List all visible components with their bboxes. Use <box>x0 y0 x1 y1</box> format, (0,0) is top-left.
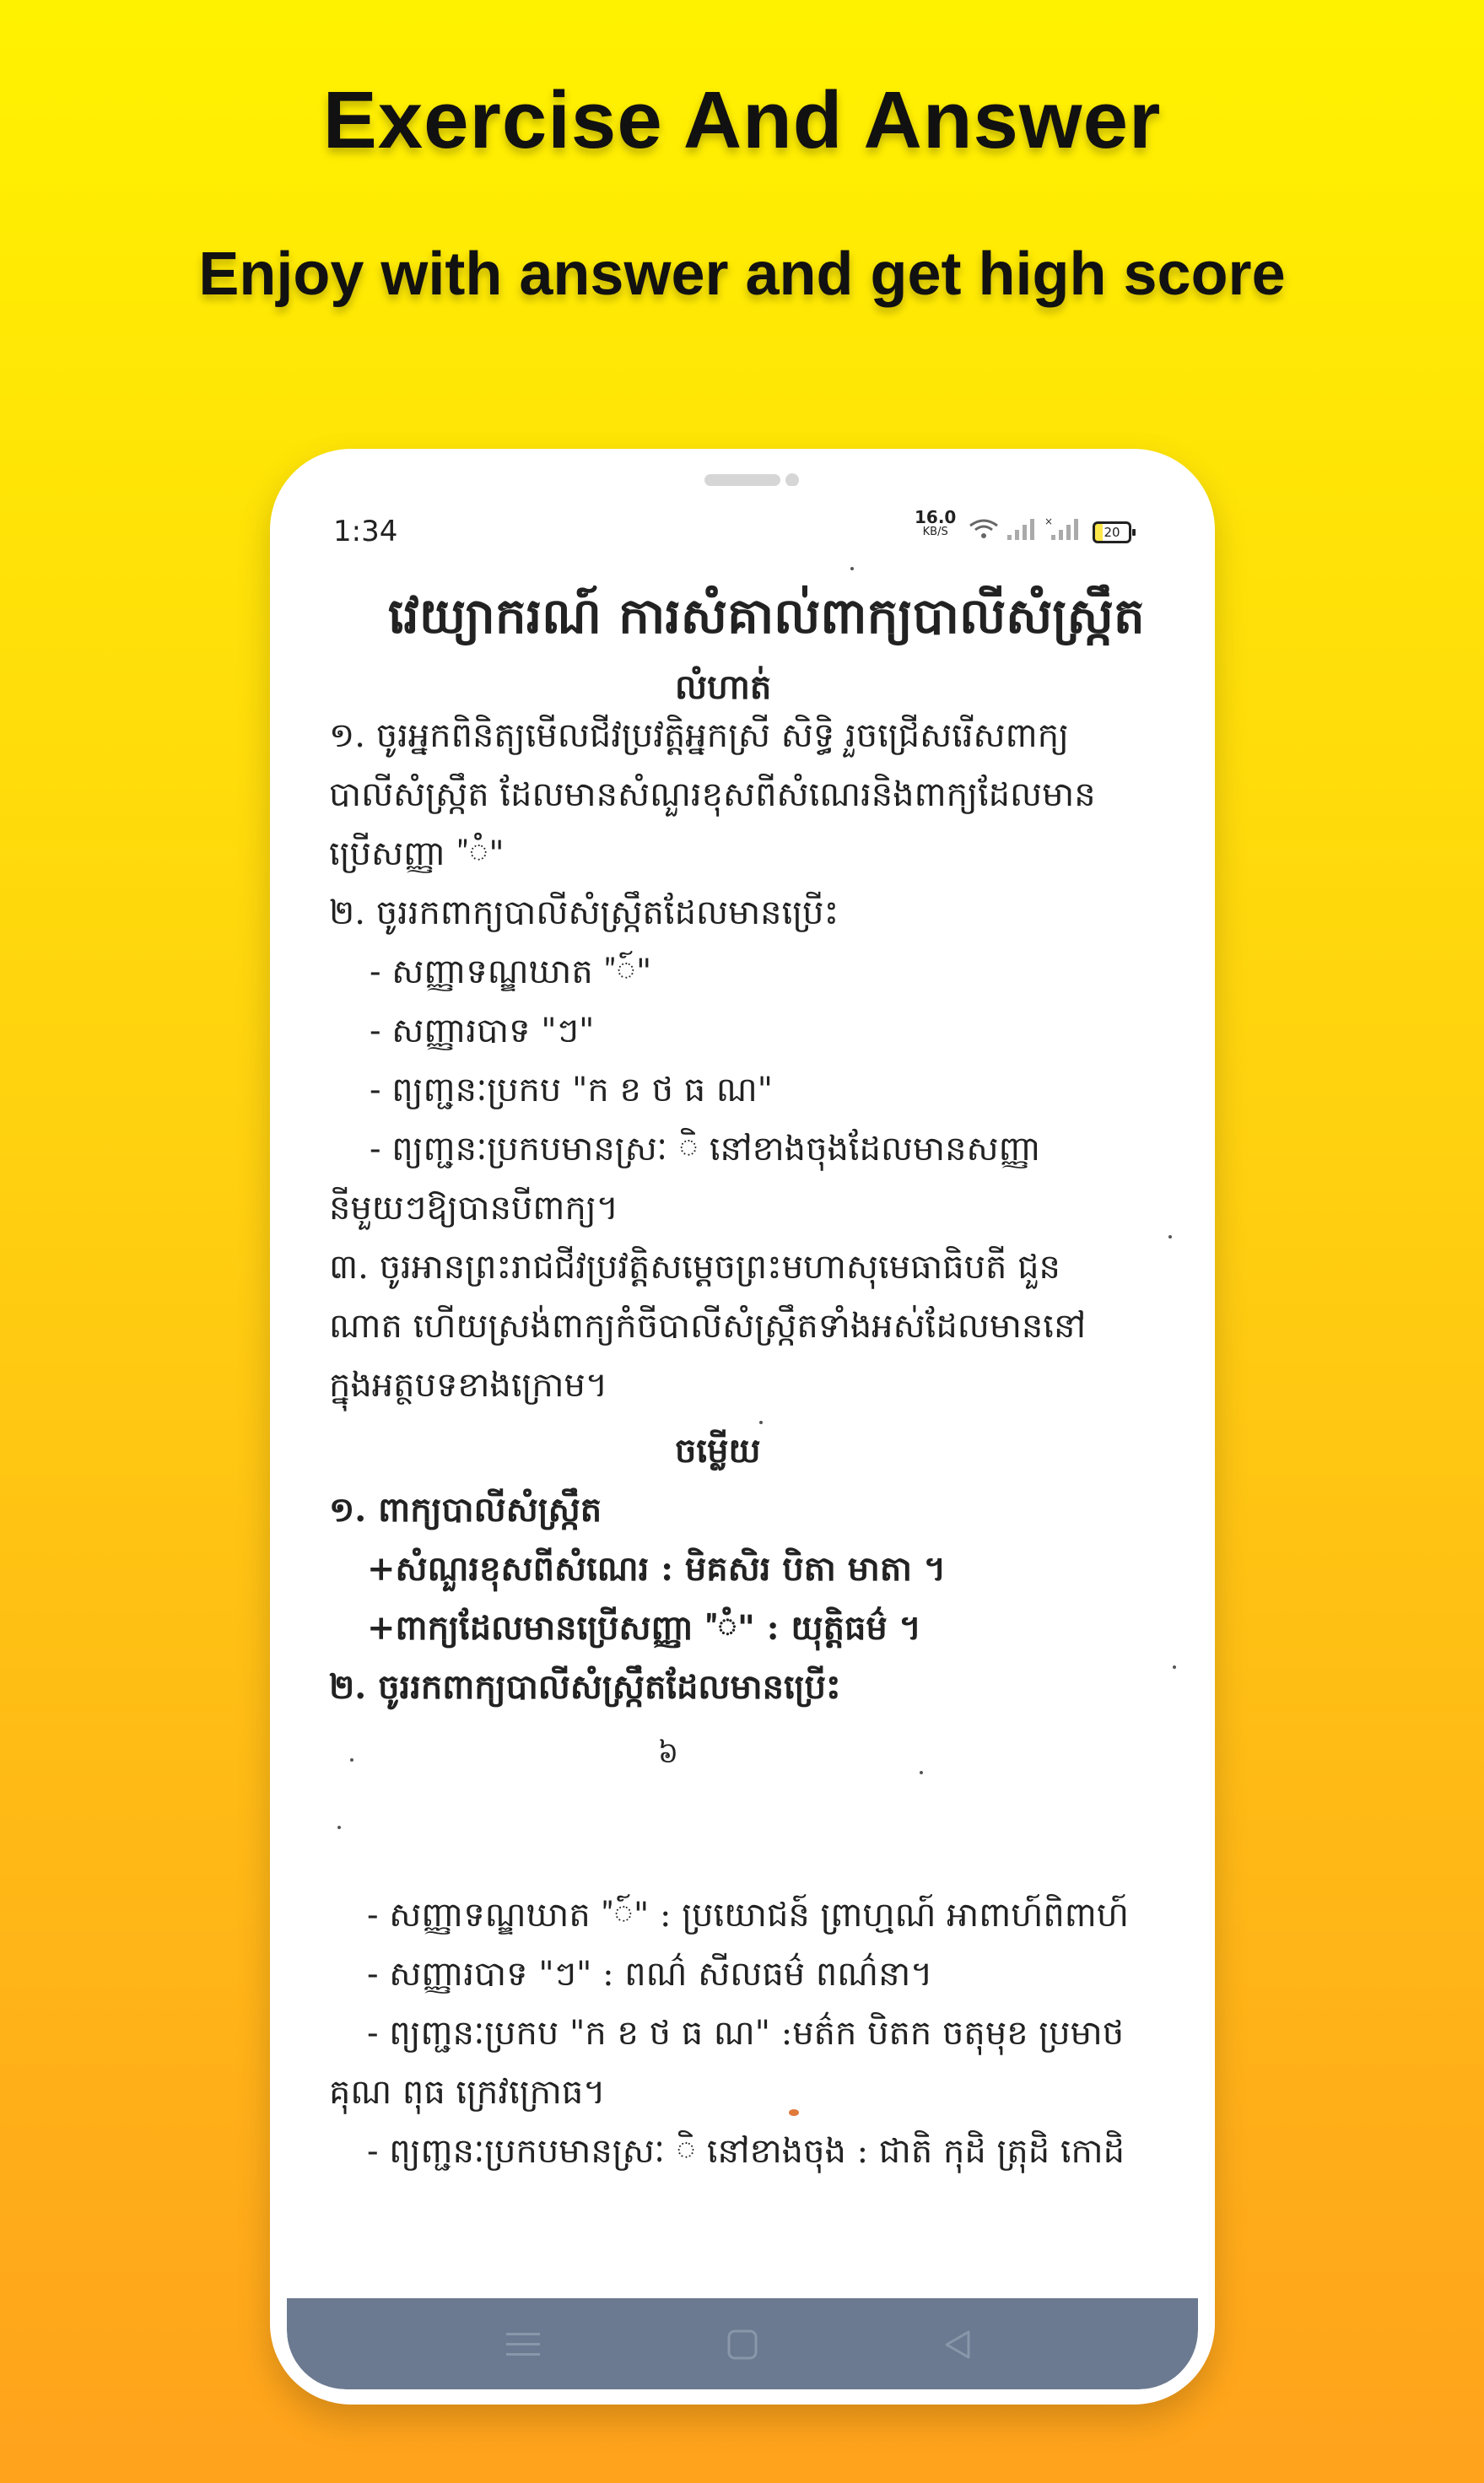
scan-speck <box>920 1771 923 1774</box>
phone-screen <box>287 486 1198 2389</box>
back-icon[interactable] <box>936 2324 979 2366</box>
scan-stain <box>789 2109 799 2116</box>
page-number: ៦ <box>658 1736 679 1770</box>
svg-text:×: × <box>1044 516 1054 527</box>
exercise-line: ១. ចូរអ្នកពិនិត្យមើលជីវប្រវត្តិអ្នកស្រី សិទ្ធិ រួចជ្រើសរើសពាក្យ <box>329 716 1070 755</box>
menu-icon[interactable] <box>502 2324 544 2366</box>
answer-line: ២. ចូររកពាក្យបាលីសំស្ក្រឹតដែលមានប្រើះ <box>329 1667 841 1707</box>
phone-frame <box>270 449 1215 2405</box>
continuation-line: - ព្យញ្ជនៈប្រកប "ក ខ ថ ធ ណ" :មត៌ក បិតក ចតុមុខ ប្រមាថ <box>367 2014 1125 2053</box>
exercise-line: បាលីសំស្ក្រឹត ដែលមានសំណួរខុសពីសំណេរនិងពាក្យដែលមាន <box>329 775 1096 814</box>
exercise-line: ២. ចូររកពាក្យបាលីសំស្ក្រឹតដែលមានប្រើះ <box>329 893 839 932</box>
answer-heading: ចម្លើយ <box>675 1431 761 1471</box>
exercise-line: - សញ្ញារបាទ "ៗ" <box>370 1012 595 1050</box>
scan-speck <box>759 1421 763 1424</box>
exercise-line: នីមួយៗឱ្យបានបីពាក្យ។ <box>329 1189 619 1228</box>
exercise-line: ប្រើសញ្ញា "ំ" <box>329 834 505 873</box>
answer-line: +សំណួរខុសពីសំណេរ : មិគសិរ បិតា មាតា ។ <box>367 1549 947 1589</box>
scan-speck <box>350 1758 353 1762</box>
continuation-line: - ព្យញ្ជនៈប្រកបមានស្រៈ ិ នៅខាងចុង : ជាតិ កុដិ ត្រុដិ កោដិ <box>367 2132 1125 2171</box>
wifi-icon <box>969 518 999 543</box>
nav-bar <box>287 2298 1198 2389</box>
exercise-line: - ព្យញ្ជនៈប្រកប "ក ខ ថ ធ ណ" <box>370 1071 774 1109</box>
network-speed-value: 16.0 <box>915 507 957 527</box>
phone-camera <box>785 473 799 487</box>
promo-title: Exercise And Answer <box>322 75 1162 165</box>
scan-speck <box>850 567 854 570</box>
scan-speck <box>1168 1235 1172 1239</box>
exercise-line: ណាត ហើយស្រង់ពាក្យកំចីបាលីសំស្ក្រឹតទាំងអស់ដែលមាននៅ <box>329 1307 1087 1346</box>
phone-speaker <box>704 474 780 486</box>
signal-icon <box>1006 516 1039 545</box>
document-page[interactable] <box>287 560 1198 2298</box>
continuation-line: គុណ ពុធ ក្រេវក្រោធ។ <box>329 2073 606 2112</box>
home-icon[interactable] <box>721 2324 764 2366</box>
status-bar <box>287 486 1198 560</box>
scan-speck <box>337 1826 341 1829</box>
status-time: 1:34 <box>333 515 398 548</box>
answer-line: +ពាក្យដែលមានប្រើសញ្ញា "ំ" : យុត្តិធម៌ ។ <box>367 1608 922 1648</box>
continuation-line: - សញ្ញាទណ្ឌឃាត "៍" : ប្រយោជន៍ ព្រាហ្មណ៍ អាពាហ៍ពិពាហ៍ <box>367 1896 1129 1935</box>
scan-speck <box>1173 1665 1176 1669</box>
exercise-line: ៣. ចូរអានព្រះរាជជីវប្រវត្តិសម្ដេចព្រះមហាសុមេធាធិបតី ជួន <box>329 1248 1060 1287</box>
network-speed-unit: KB/S <box>922 526 948 538</box>
exercise-heading: លំហាត់ <box>675 667 772 707</box>
exercise-line: - ព្យញ្ជនៈប្រកបមានស្រៈ ិ នៅខាងចុងដែលមានសញ្ញា <box>370 1130 1041 1169</box>
exercise-line: - សញ្ញាទណ្ឌឃាត "៍" <box>370 953 652 991</box>
exercise-line: ក្នុងអត្ថបទខាងក្រោម។ <box>329 1366 608 1405</box>
battery-icon: 20 <box>1093 521 1131 543</box>
network-speed <box>915 507 957 540</box>
signal-no-service-icon <box>1044 516 1082 545</box>
answer-line: ១. ពាក្យបាលីសំស្ក្រឹត <box>329 1490 602 1530</box>
continuation-line: - សញ្ញារបាទ "ៗ" : ពណ៌ សីលធម៌ ពណ៌នា។ <box>367 1955 933 1994</box>
promo-subtitle: Enjoy with answer and get high score <box>198 240 1286 308</box>
document-title: វេយ្យាករណ៍ ការសំគាល់ពាក្យបាលីសំស្ក្រឹត <box>388 587 1145 645</box>
